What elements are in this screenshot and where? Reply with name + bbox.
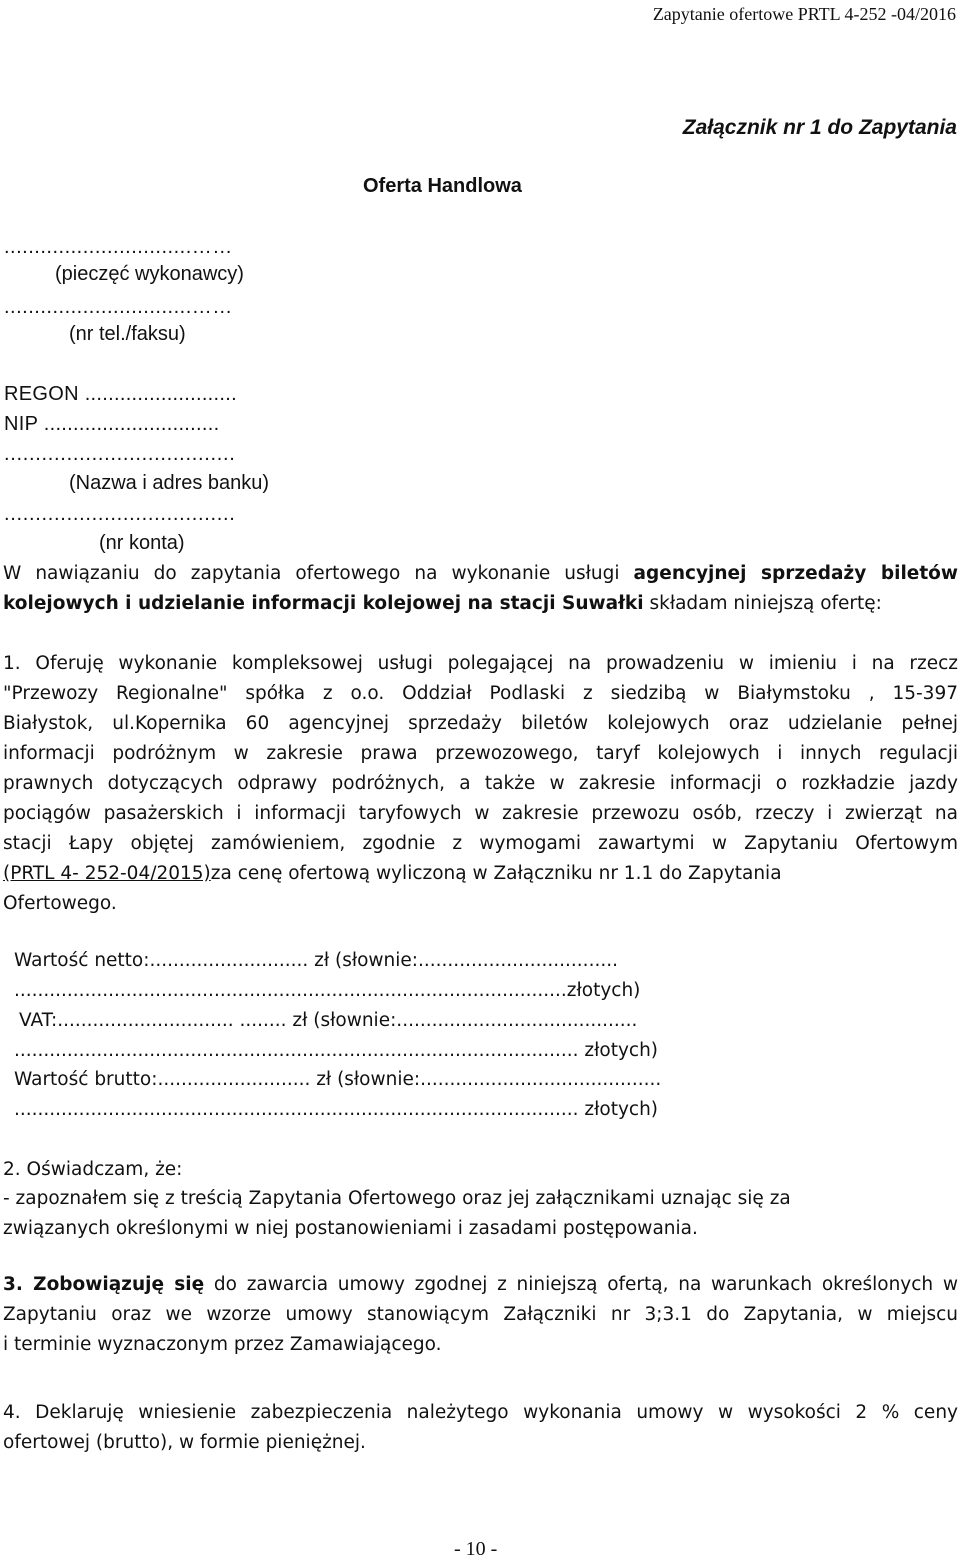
net-value-field[interactable]: Wartość netto:........................... zł (słownie:.................................. bbox=[14, 950, 618, 971]
point-1-line: za cenę ofertową wyliczoną w Załączniku nr 1.1 do Zapytania bbox=[210, 863, 782, 884]
account-label: (nr konta) bbox=[99, 532, 185, 554]
point-3-paragraph bbox=[3, 1270, 958, 1360]
gross-value-field[interactable]: Wartość brutto:.......................... zł (słownie:......................................... bbox=[14, 1069, 662, 1090]
point-2-line: - zapoznałem się z treścią Zapytania Ofertowego oraz jej załącznikami uznając się za bbox=[3, 1188, 791, 1209]
point-4-line: 4. Deklaruję wniesienie zabezpieczenia należytego wykonania umowy w wysokości 2 % ceny bbox=[3, 1402, 958, 1423]
point-3-text: do zawarcia umowy zgodnej z niniejszą ofertą, na warunkach określonych w bbox=[204, 1274, 958, 1295]
bank-dots: ..................................... bbox=[4, 443, 236, 465]
point-1-line: prawnych dotyczących odprawy podróżnych, a także w zakresie informacji o rozkładzie jazdy bbox=[3, 773, 958, 794]
point-4-paragraph bbox=[3, 1398, 958, 1458]
stamp-label: (pieczęć wykonawcy) bbox=[55, 263, 244, 285]
regon-field: REGON .......................... bbox=[4, 383, 237, 405]
point-1-paragraph bbox=[3, 649, 958, 919]
intro-text: W nawiązaniu do zapytania ofertowego na wykonanie usługi bbox=[3, 563, 634, 584]
point-1-line: 1. Oferuję wykonanie kompleksowej usługi polegającej na prowadzeniu w imieniu i na rzecz bbox=[3, 653, 958, 674]
page-number: - 10 - bbox=[454, 1538, 498, 1560]
point-2-line: związanych określonymi w niej postanowieniami i zasadami postępowania. bbox=[3, 1218, 698, 1239]
point-3-bold: 3. Zobowiązuję się bbox=[3, 1274, 205, 1295]
stamp-dots: ...............................…… bbox=[4, 236, 233, 258]
point-1-line: Białystok, ul.Kopernika 60 agencyjnej sprzedaży biletów kolejowych oraz udzielanie pełnej bbox=[3, 713, 958, 734]
point-1-line: "Przewozy Regionalne" spółka z o.o. Oddział Podlaski z siedzibą w Białymstoku , 15-397 bbox=[3, 683, 958, 704]
phone-label: (nr tel./faksu) bbox=[69, 323, 186, 345]
nip-field: NIP .............................. bbox=[4, 413, 220, 435]
intro-station-bold: kolejowych i udzielanie informacji kolejowej na stacji Suwałki bbox=[3, 593, 644, 614]
point-4-line: ofertowej (brutto), w formie pieniężnej. bbox=[3, 1432, 366, 1453]
intro-service-bold: agencyjnej sprzedaży biletów bbox=[633, 563, 958, 584]
running-header: Zapytanie ofertowe PRTL 4-252 -04/2016 bbox=[652, 4, 956, 24]
net-value-words[interactable]: ..............................................................................................złotych) bbox=[14, 980, 641, 1001]
point-1-line: informacji podróżnym w zakresie prawa przewozowego, taryf kolejowych i innych regulacji bbox=[3, 743, 958, 764]
attachment-label: Załącznik nr 1 do Zapytania bbox=[682, 116, 957, 139]
point-2-heading: 2. Oświadczam, że: bbox=[3, 1159, 183, 1180]
point-3-line: Zapytaniu oraz we wzorze umowy stanowiącym Załączniki nr 3;3.1 do Zapytania, w miejscu bbox=[3, 1304, 958, 1325]
point-3-line: i terminie wyznaczonym przez Zamawiającego. bbox=[3, 1334, 442, 1355]
point-1-line: Ofertowego. bbox=[3, 893, 117, 914]
account-dots: ..................................... bbox=[4, 503, 236, 525]
page-title: Oferta Handlowa bbox=[363, 175, 522, 197]
point-1-line: pociągów pasażerskich i informacji taryfowych w zakresie przewozu osób, rzeczy i zwierząt na bbox=[3, 803, 958, 824]
vat-words[interactable]: ................................................................................................ złotych) bbox=[14, 1040, 659, 1061]
bank-label: (Nazwa i adres banku) bbox=[69, 472, 270, 494]
intro-tail: składam niniejszą ofertę: bbox=[643, 593, 882, 614]
gross-value-words[interactable]: ................................................................................................ złotych) bbox=[14, 1099, 659, 1120]
phone-dots: ...............................…… bbox=[4, 296, 233, 318]
intro-paragraph bbox=[3, 559, 958, 619]
vat-field[interactable]: VAT:.............................. ........ zł (słownie:......................................... bbox=[19, 1010, 638, 1031]
point-1-line: stacji Łapy objętej zamówieniem, zgodnie z wymogami zawartymi w Zapytaniu Ofertowym bbox=[3, 833, 958, 854]
reference-number: (PRTL 4- 252-04/2015) bbox=[3, 863, 211, 884]
